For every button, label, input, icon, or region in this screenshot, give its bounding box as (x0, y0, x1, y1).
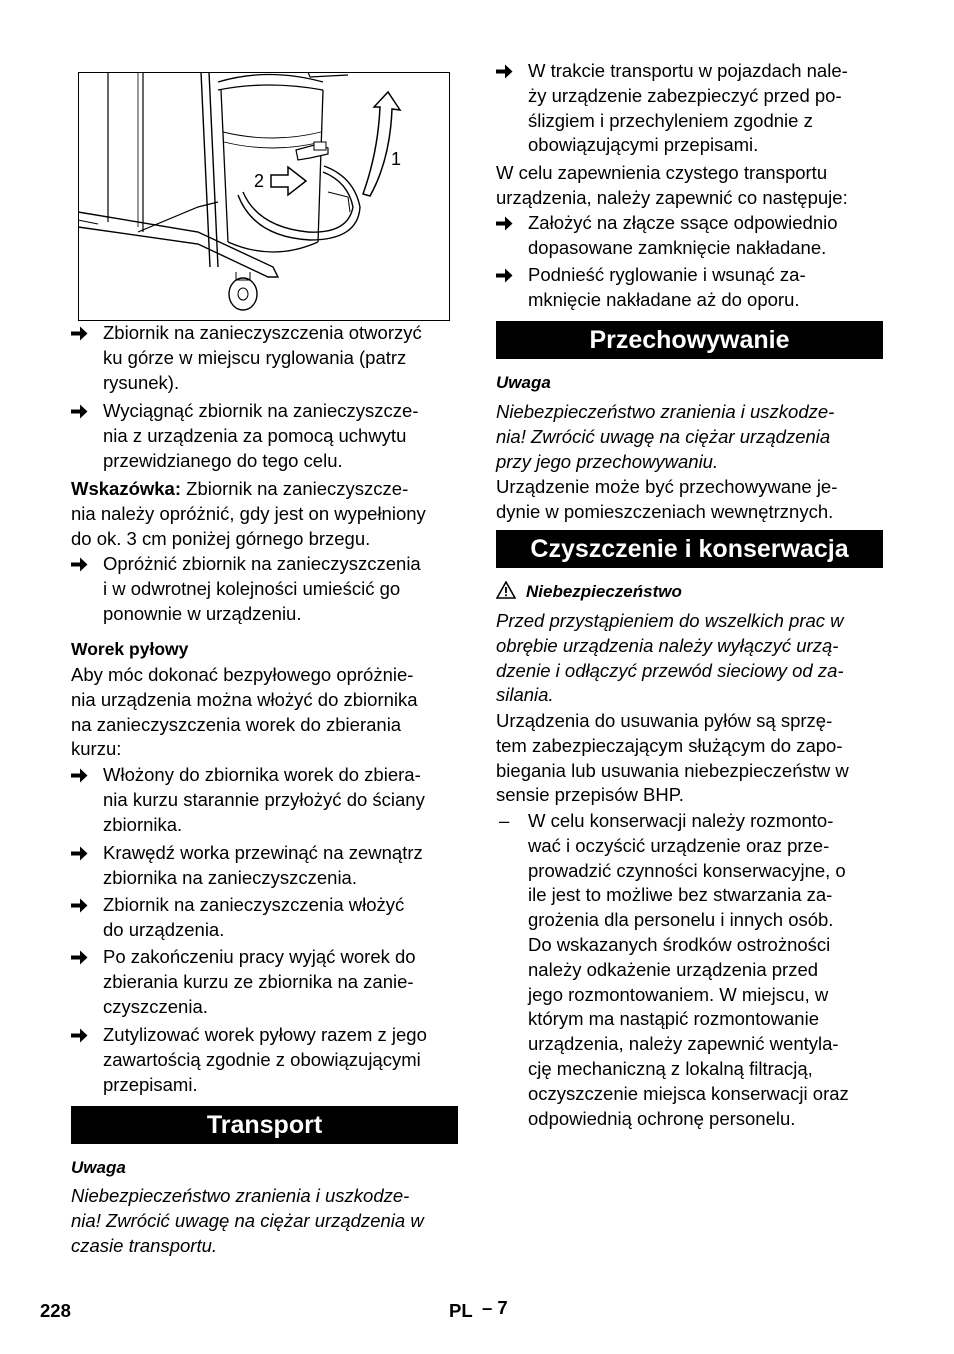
vacuum-drawing (78, 72, 450, 321)
dust-equipment-paragraph: Urządzenia do usuwania pyłów są sprzę- tem zabezpieczającym służącym do zapo- biegania lub usuwania niebezpieczeństw w sensie przepisów BHP. (496, 710, 849, 806)
arrow-right-icon (496, 263, 516, 283)
heading-cleaning-maintenance: Czyszczenie i konserwacja (496, 530, 883, 568)
page-suffix: – 7 (482, 1297, 508, 1318)
caution-text: Niebezpieczeństwo zranienia i uszkodze- nia! Zwrócić uwagę na ciężar urządzenia w czasie transportu. (71, 1185, 424, 1256)
callout-1-label: 1 (391, 149, 402, 169)
arrow-right-icon (71, 763, 91, 783)
subheading-dust-bag: Worek pyłowy (71, 639, 189, 659)
arrow-right-icon (71, 321, 91, 341)
arrow-right-icon (496, 59, 516, 79)
caution-label: Uwaga (496, 373, 551, 392)
language-code: PL (449, 1300, 473, 1321)
vacuum-container-illustration (78, 72, 450, 321)
storage-paragraph: Urządzenie może być przechowywane je- dynie w pomieszczeniach wewnętrznych. (496, 476, 838, 522)
arrow-right-icon (71, 841, 91, 861)
page-number: 228 (40, 1300, 71, 1321)
dash-symbol: – (499, 810, 510, 831)
dust-bag-paragraph: Aby móc dokonać bezpyłowego opróżnie- nia urządzenia można włożyć do zbiornika na zanieczyszczenia worek do zbierania kurzu: (71, 664, 418, 760)
arrow-right-icon (496, 211, 516, 231)
clean-transport-paragraph: W celu zapewnienia czystego transportu urządzenia, należy zapewnić co następuje: (496, 162, 848, 208)
note-paragraph: Wskazówka: Zbiornik na zanieczyszcze- nia należy opróżnić, gdy jest on wypełniony do ok. 3 cm poniżej górnego brzegu. (71, 478, 426, 549)
arrow-right-icon (71, 893, 91, 913)
warning-triangle-icon (496, 581, 516, 607)
caution-text: Niebezpieczeństwo zranienia i uszkodze- nia! Zwrócić uwagę na ciężar urządzenia przy jego przechowywaniu. (496, 401, 835, 472)
arrow-right-icon (71, 552, 91, 572)
note-label: Wskazówka: (71, 478, 182, 499)
heading-storage: Przechowywanie (496, 321, 883, 359)
caution-label: Uwaga (71, 1158, 126, 1177)
danger-text: Przed przystąpieniem do wszelkich prac w obrębie urządzenia należy wyłączyć urzą- dzenie i odłączyć przewód sieciowy od za- silania. (496, 610, 844, 706)
danger-heading (496, 580, 682, 607)
arrow-right-icon (71, 1023, 91, 1043)
callout-2-label: 2 (254, 171, 265, 191)
arrow-right-icon (71, 945, 91, 965)
heading-transport: Transport (71, 1106, 458, 1144)
arrow-right-icon (71, 399, 91, 419)
danger-label: Niebezpieczeństwo (526, 582, 682, 601)
